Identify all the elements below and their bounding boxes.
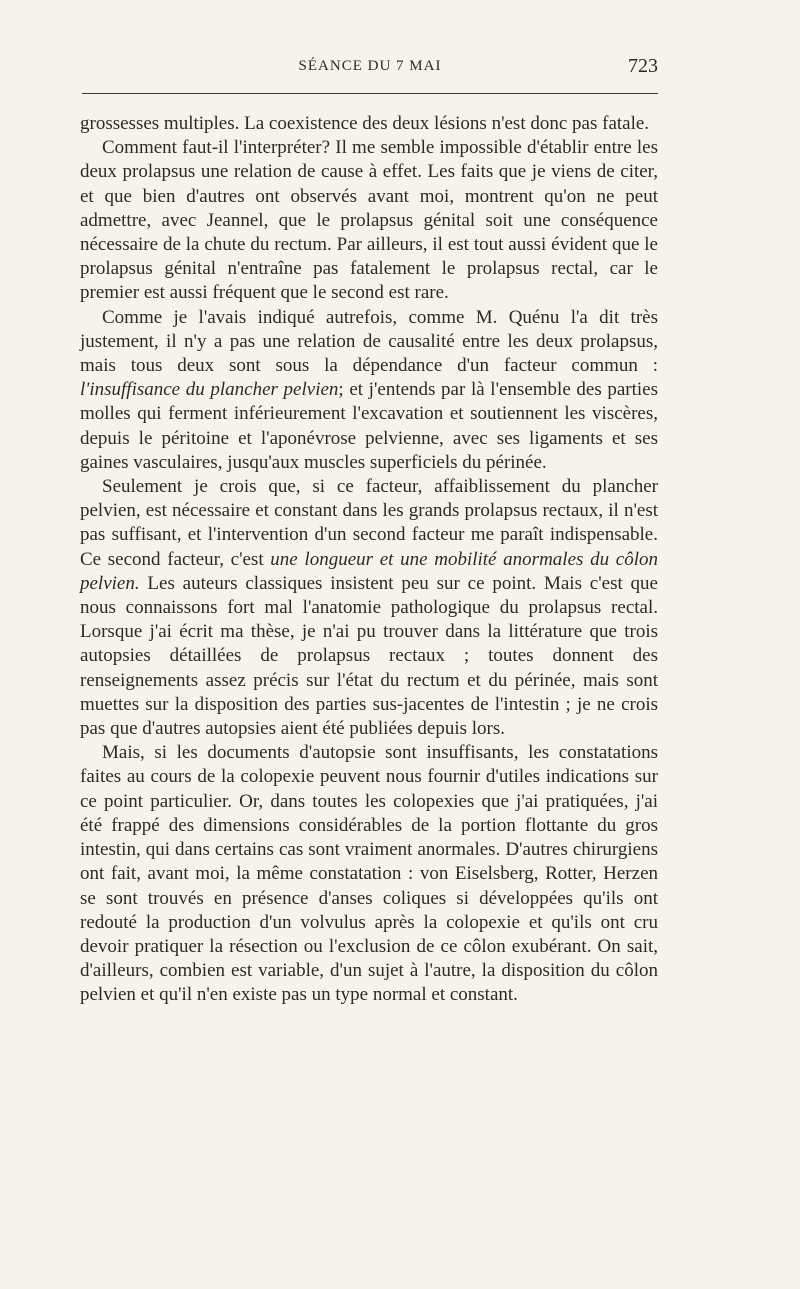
paragraph-3-text-a: Comme je l'avais indiqué autrefois, comme M. Quénu l'a dit très justement, il n'y a pas une relation de causalité entre les deux prolapsus, mais tous deux sont sous la dépendance d'un facteur commun : <box>80 306 658 377</box>
paragraph-4-emphasis: une longueur et une mobilité anormales du côlon pelvien. <box>80 548 658 594</box>
page-number: 723 <box>628 55 658 77</box>
paragraph-3 <box>80 306 658 475</box>
body-text <box>80 112 658 1008</box>
paragraph-5: Mais, si les documents d'autopsie sont insuffisants, les constatations faites au cours de la colopexie peuvent nous fournir d'utiles indications sur ce point particulier. Or, dans toutes les colopexies que j'ai pratiquées, j'ai été frappé des dimensions considérables de la portion flottante du gros intestin, qui dans certains cas sont vraiment anormales. D'autres chirurgiens ont fait, avant moi, la même constatation : von Eiselsberg, Rotter, Herzen se sont trouvés en présence d'anses coliques si développées qu'ils ont redouté la production d'un volvulus après la colopexie et qu'ils ont cru devoir pratiquer la résection ou l'exclusion de ce côlon exubérant. On sait, d'ailleurs, combien est variable, d'un sujet à l'autre, la disposition du côlon pelvien et qu'il n'en existe pas un type normal et constant. <box>80 742 658 1006</box>
paragraph-4-text-b: Les auteurs classiques insistent peu sur ce point. Mais c'est que nous connaissons fort mal l'anatomie pathologique du prolapsus rectal. Lorsque j'ai écrit ma thèse, je n'ai pu trouver dans la littérature que trois autopsies détaillées de prolapsus rectaux ; toutes donnent des renseignements assez précis sur l'état du rectum et du périnée, mais sont muettes sur la disposition des parties sus-jacentes de l'intestin ; je ne crois pas que d'autres autopsies aient été publiées depuis lors. <box>80 572 658 740</box>
paragraph-3-text-b: ; et j'entends par là l'ensemble des parties molles qui ferment inférieurement l'excavation et soutiennent les viscères, depuis le péritoine et l'aponévrose pelvienne, avec ses ligaments et ses gaines vasculaires, jusqu'aux muscles superficiels du périnée. <box>80 379 658 473</box>
paragraph-1: grossesses multiples. La coexistence des deux lésions n'est donc pas fatale. <box>80 113 650 134</box>
paragraph-3-emphasis: l'insuffisance du plancher pelvien <box>80 379 339 401</box>
paragraph-4-text-a: Seulement je crois que, si ce facteur, affaiblissement du plancher pelvien, est nécessaire et constant dans les grands prolapsus rectaux, il n'est pas suffisant, et l'intervention d'un second facteur me paraît indispensable. Ce second facteur, c'est <box>80 476 658 570</box>
page-header <box>82 55 658 81</box>
paragraph-2: Comment faut-il l'interpréter? Il me semble impossible d'établir entre les deux prolapsus une relation de cause à effet. Les faits que je viens de citer, et que bien d'autres ont observés avant moi, montrent qu'on ne peut admettre, avec Jeannel, que le prolapsus génital soit une conséquence nécessaire de la chute du rectum. Par ailleurs, il est tout aussi évident que le prolapsus génital n'entraîne pas fatalement le prolapsus rectal, car le premier est aussi fréquent que le second est rare. <box>80 137 658 304</box>
header-rule <box>82 93 658 94</box>
running-title: SÉANCE DU 7 MAI <box>298 58 442 74</box>
paragraph-4 <box>80 475 658 741</box>
